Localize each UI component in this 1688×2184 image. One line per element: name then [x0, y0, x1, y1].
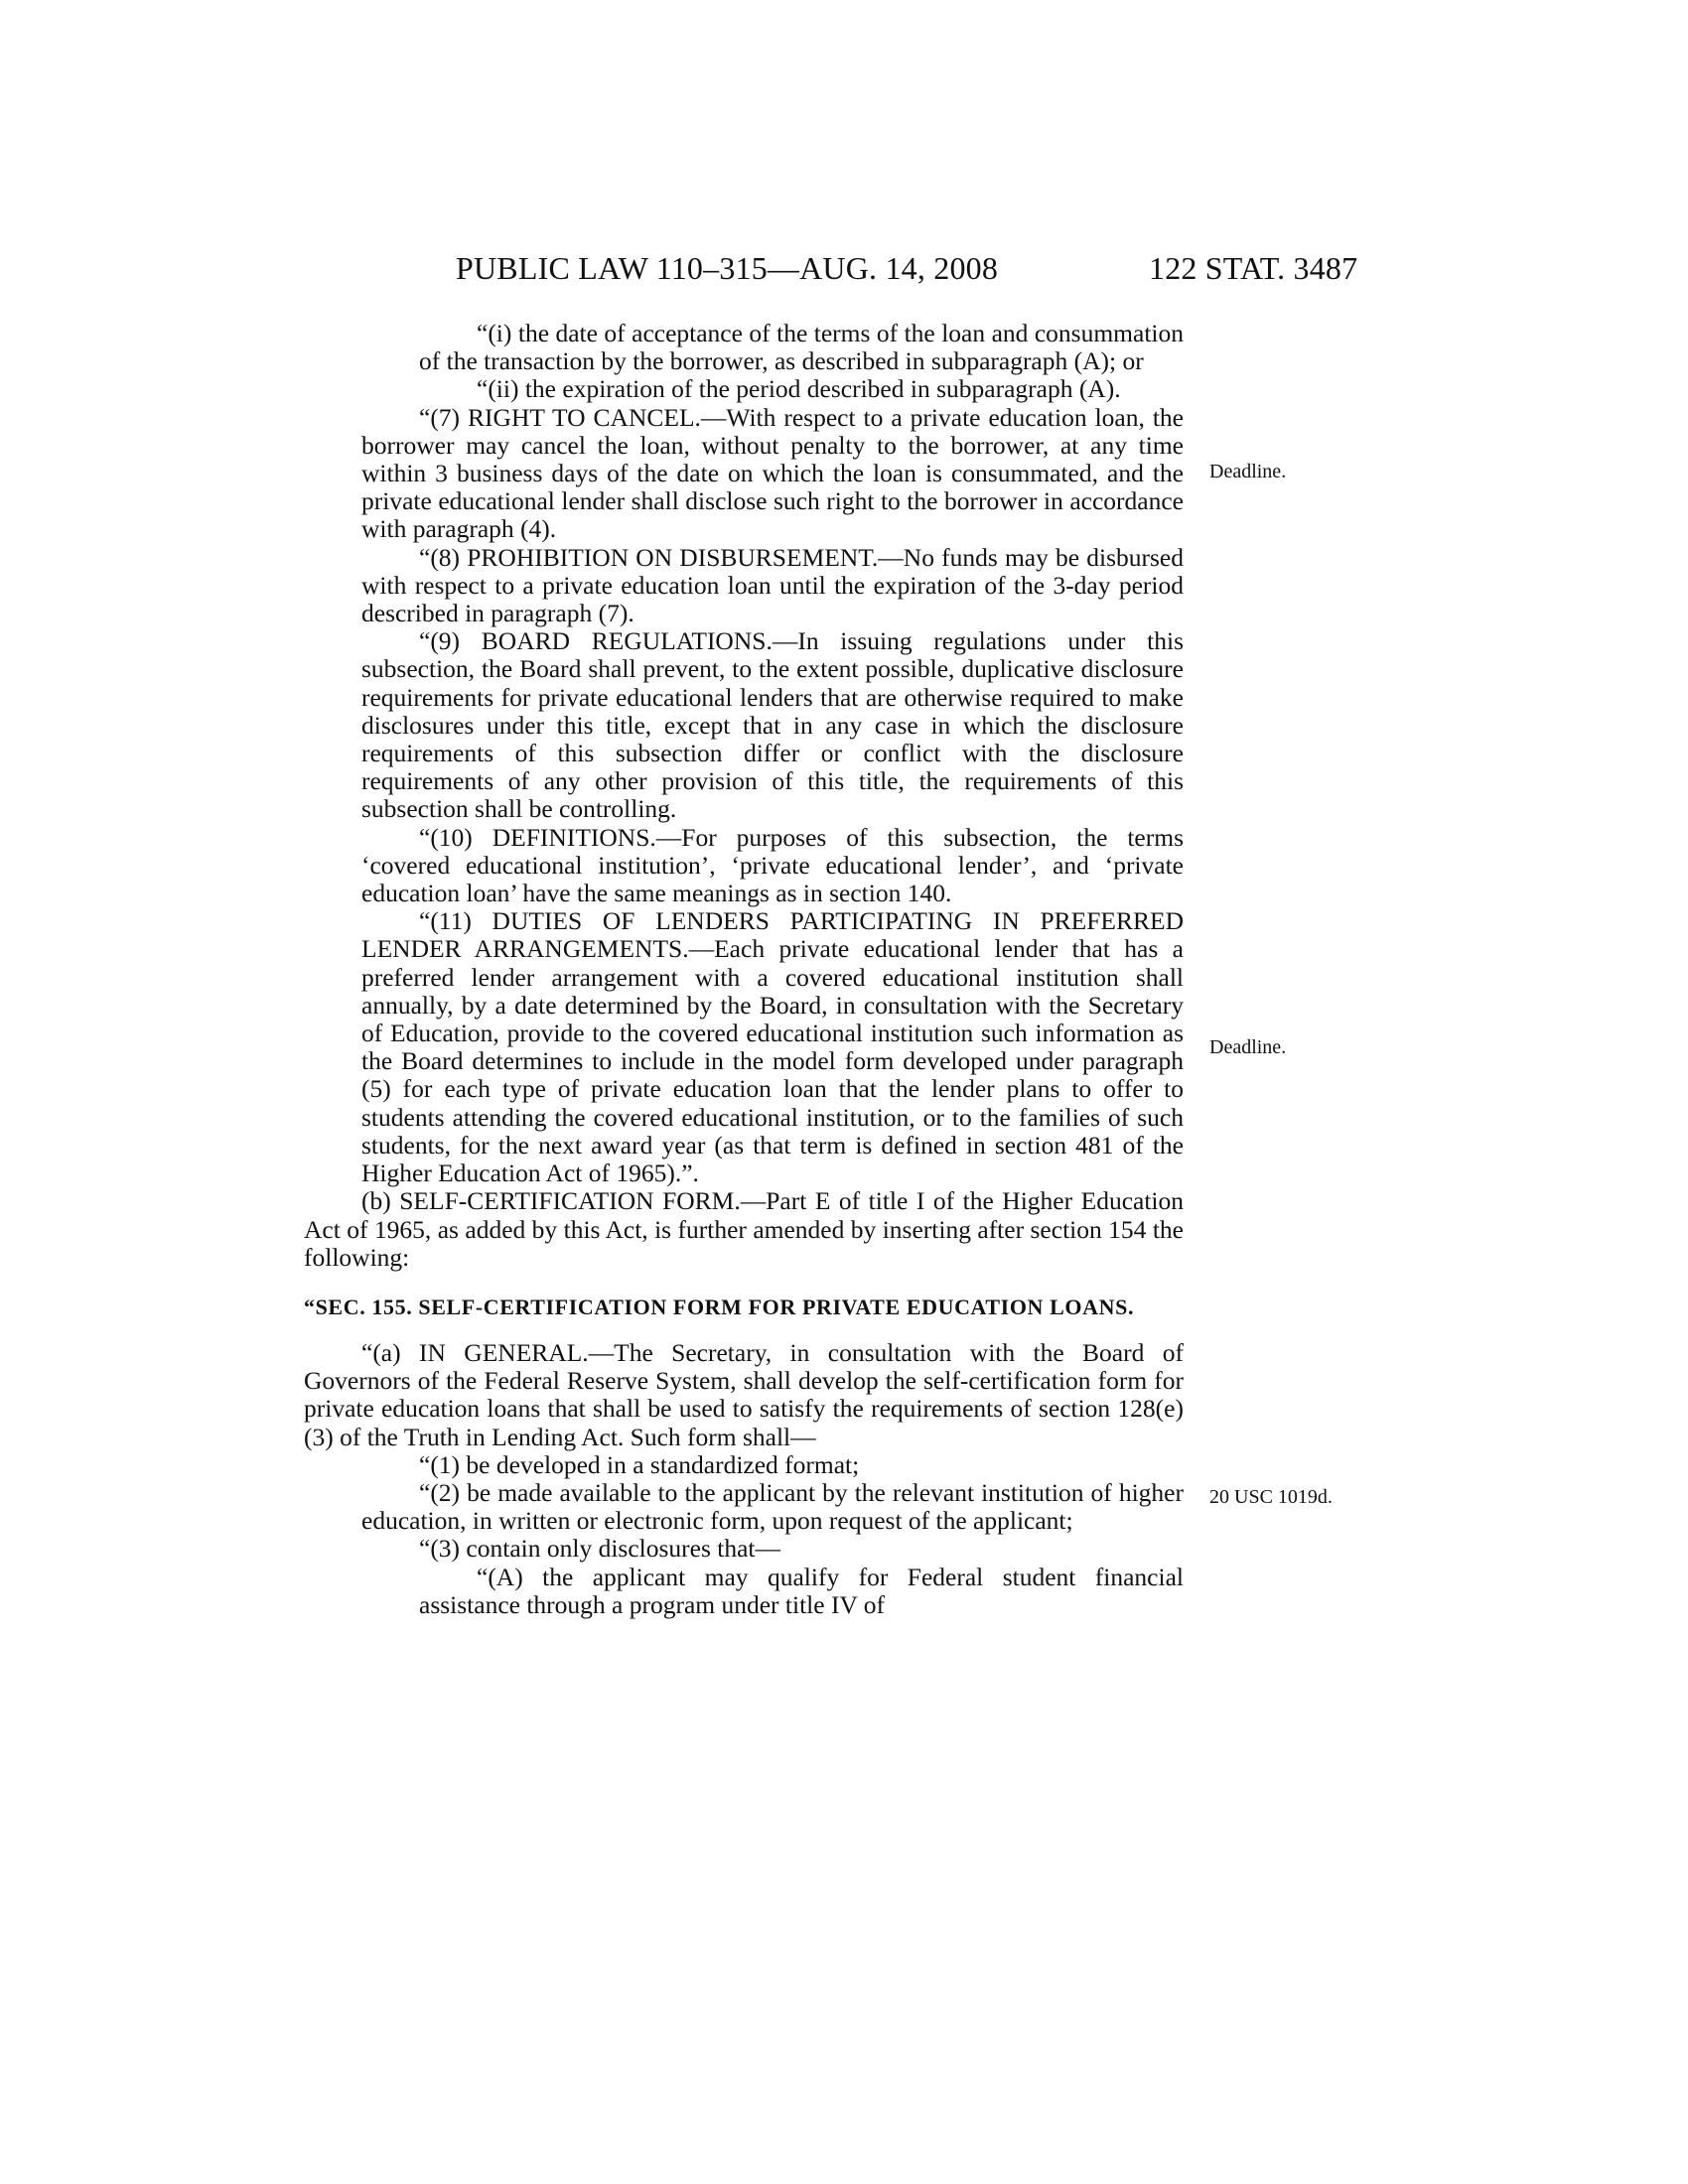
clause-i: “(i) the date of acceptance of the terms of the loan and consummation of the transaction by the borrower, as described in subparagraph (A); or — [419, 319, 1184, 376]
margin-note-deadline: Deadline. — [1209, 461, 1287, 482]
paragraph-11-duties-of-lenders: “(11) DUTIES OF LENDERS PARTICIPATING IN PREFERRED LENDER ARRANGEMENTS.—Each private educational lender that has a preferred lender arrangement with a covered educational institution shall annually, by a date determined by the Board, in consultation with the Secretary of Education, provide to the covered educational institution such information as the Board determines to include in the model form developed under paragraph (5) for each type of private education loan that the lender plans to offer to students attending the covered educational institution, or to the families of such students, for the next award year (as that term is defined in section 481 of the Higher Education Act of 1965).”. — [361, 906, 1184, 1188]
subsection-a-in-general: “(a) IN GENERAL.—The Secretary, in consultation with the Board of Governors of the Federal Reserve System, shall develop the self-certification form for private education loans that shall be used to satisfy the requirements of section 128(e)(3) of the Truth in Lending Act. Such form shall— — [304, 1337, 1184, 1451]
document-body — [304, 320, 1184, 1619]
paragraph-9-board-regulations: “(9) BOARD REGULATIONS.—In issuing regulations under this subsection, the Board shall prevent, to the extent possible, duplicative disclosure requirements for private educational lenders that are otherwise required to make disclosures under this title, except that in any case in which the disclosure requirements of this subsection differ or conflict with the disclosure requirements of any other provision of this title, the requirements of this subsection shall be controlling. — [361, 626, 1184, 824]
paragraph-7-right-to-cancel: “(7) RIGHT TO CANCEL.—With respect to a private education loan, the borrower may cancel the loan, without penalty to the borrower, at any time within 3 business days of the date on which the loan is consummated, and the private educational lender shall disclose such right to the borrower in accordance with paragraph (4). — [361, 402, 1184, 544]
running-header-stat-page: 122 STAT. 3487 — [1149, 250, 1358, 286]
margin-note-deadline: Deadline. — [1209, 1036, 1287, 1058]
section-155-heading: “SEC. 155. SELF-CERTIFICATION FORM FOR PRIVATE EDUCATION LOANS. — [304, 1294, 1135, 1319]
item-2-made-available: “(2) be made available to the applicant by the relevant institution of higher education, in written or electronic form, upon request of the applicant; — [361, 1477, 1184, 1536]
subsection-b-self-certification-form: (b) SELF-CERTIFICATION FORM.—Part E of title I of the Higher Education Act of 1965, as added by this Act, is further amended by inserting after section 154 the following: — [304, 1186, 1184, 1272]
clause-ii: “(ii) the expiration of the period described in subparagraph (A). — [477, 374, 1121, 404]
paragraph-8-prohibition-on-disbursement: “(8) PROHIBITION ON DISBURSEMENT.—No funds may be disbursed with respect to a private education loan until the expiration of the 3-day period described in paragraph (7). — [361, 542, 1184, 628]
subitem-a-federal-assistance: “(A) the applicant may qualify for Federal student financial assistance through a program under title IV of — [419, 1562, 1184, 1619]
margin-note-usc-citation: 20 USC 1019d. — [1209, 1486, 1333, 1508]
running-header-title: PUBLIC LAW 110–315—AUG. 14, 2008 — [456, 250, 999, 286]
item-3-contain-only-disclosures: “(3) contain only disclosures that— — [419, 1534, 780, 1564]
paragraph-10-definitions: “(10) DEFINITIONS.—For purposes of this subsection, the terms ‘covered educational institution’, ‘private educational lender’, and ‘private education loan’ have the same meanings as in section 140. — [361, 822, 1184, 908]
item-1-standardized-format: “(1) be developed in a standardized format; — [419, 1449, 860, 1479]
